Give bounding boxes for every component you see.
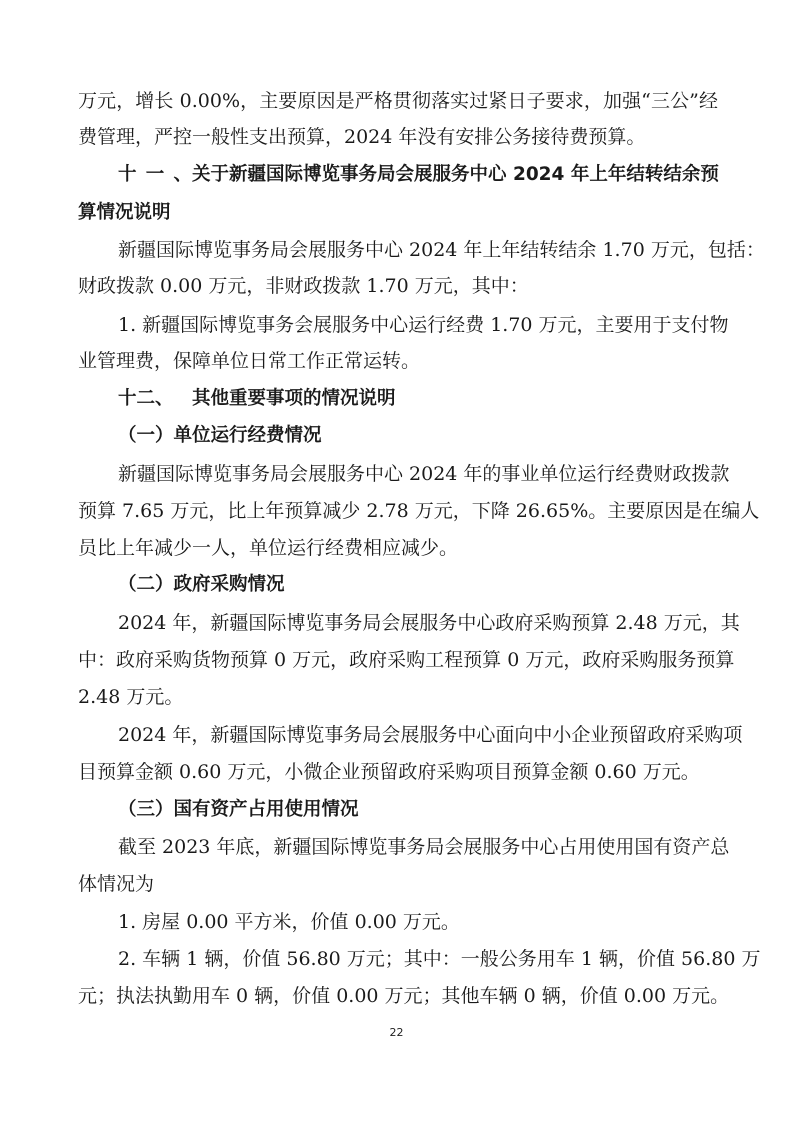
body-text-line: 2.48 万元。 (78, 686, 184, 708)
section-heading-number: 十一、 (118, 164, 192, 185)
body-text-line: 万元，增长 0.00%，主要原因是严格贯彻落实过紧日子要求，加强“三公”经 (78, 90, 718, 112)
body-text-line: 2. 车辆 1 辆，价值 56.80 万元；其中：一般公务用车 1 辆，价值 56.80 万 (118, 948, 761, 970)
body-text-line: 1. 新疆国际博览事务会展服务中心运行经费 1.70 万元，主要用于支付物 (118, 314, 729, 336)
body-text-line: 截至 2023 年底，新疆国际博览事务局会展服务中心占用使用国有资产总 (118, 836, 730, 858)
body-text-line: 目预算金额 0.60 万元，小微企业预留政府采购项目预算金额 0.60 万元。 (78, 761, 700, 783)
body-text-line: 元；执法执勤用车 0 辆，价值 0.00 万元；其他车辆 0 辆，价值 0.00 万元。 (78, 985, 730, 1007)
body-text-line: 1. 房屋 0.00 平方米，价值 0.00 万元。 (118, 911, 460, 933)
section-heading-continuation: 算情况说明 (78, 202, 171, 223)
body-text-line: 新疆国际博览事务局会展服务中心 2024 年的事业单位运行经费财政拨款 (118, 463, 730, 485)
subsection-heading: （三）国有资产占用使用情况 (118, 799, 359, 820)
body-text-line: 预算 7.65 万元，比上年预算减少 2.78 万元，下降 26.65%。主要原因是在编人 (78, 500, 760, 522)
body-text-line: 员比上年减少一人，单位运行经费相应减少。 (78, 537, 459, 559)
page-number: 22 (389, 1026, 404, 1039)
body-text-line: 2024 年，新疆国际博览事务局会展服务中心面向中小企业预留政府采购项 (118, 724, 743, 746)
body-text-line: 中：政府采购货物预算 0 万元，政府采购工程预算 0 万元，政府采购服务预算 (78, 649, 735, 671)
subsection-heading: （一）单位运行经费情况 (118, 425, 322, 446)
body-text-line: 费管理，严控一般性支出预算，2024 年没有安排公务接待费预算。 (78, 126, 646, 148)
body-text-line: 新疆国际博览事务局会展服务中心 2024 年上年结转结余 1.70 万元，包括： (118, 239, 765, 261)
section-heading-text: 其他重要事项的情况说明 (192, 388, 396, 409)
section-heading-12 (118, 386, 718, 412)
body-text-line: 2024 年，新疆国际博览事务局会展服务中心政府采购预算 2.48 万元，其 (118, 612, 740, 634)
subsection-heading: （二）政府采购情况 (118, 574, 285, 595)
section-heading-11 (118, 162, 718, 188)
body-text-line: 财政拨款 0.00 万元，非财政拨款 1.70 万元，其中： (78, 275, 529, 297)
section-heading-text: 关于新疆国际博览事务局会展服务中心 2024 年上年结转结余预 (192, 164, 719, 185)
body-text-line: 业管理费，保障单位日常工作正常运转。 (78, 350, 421, 372)
section-heading-number: 十二、 (118, 388, 174, 409)
body-text-line: 体情况为 (78, 873, 155, 895)
